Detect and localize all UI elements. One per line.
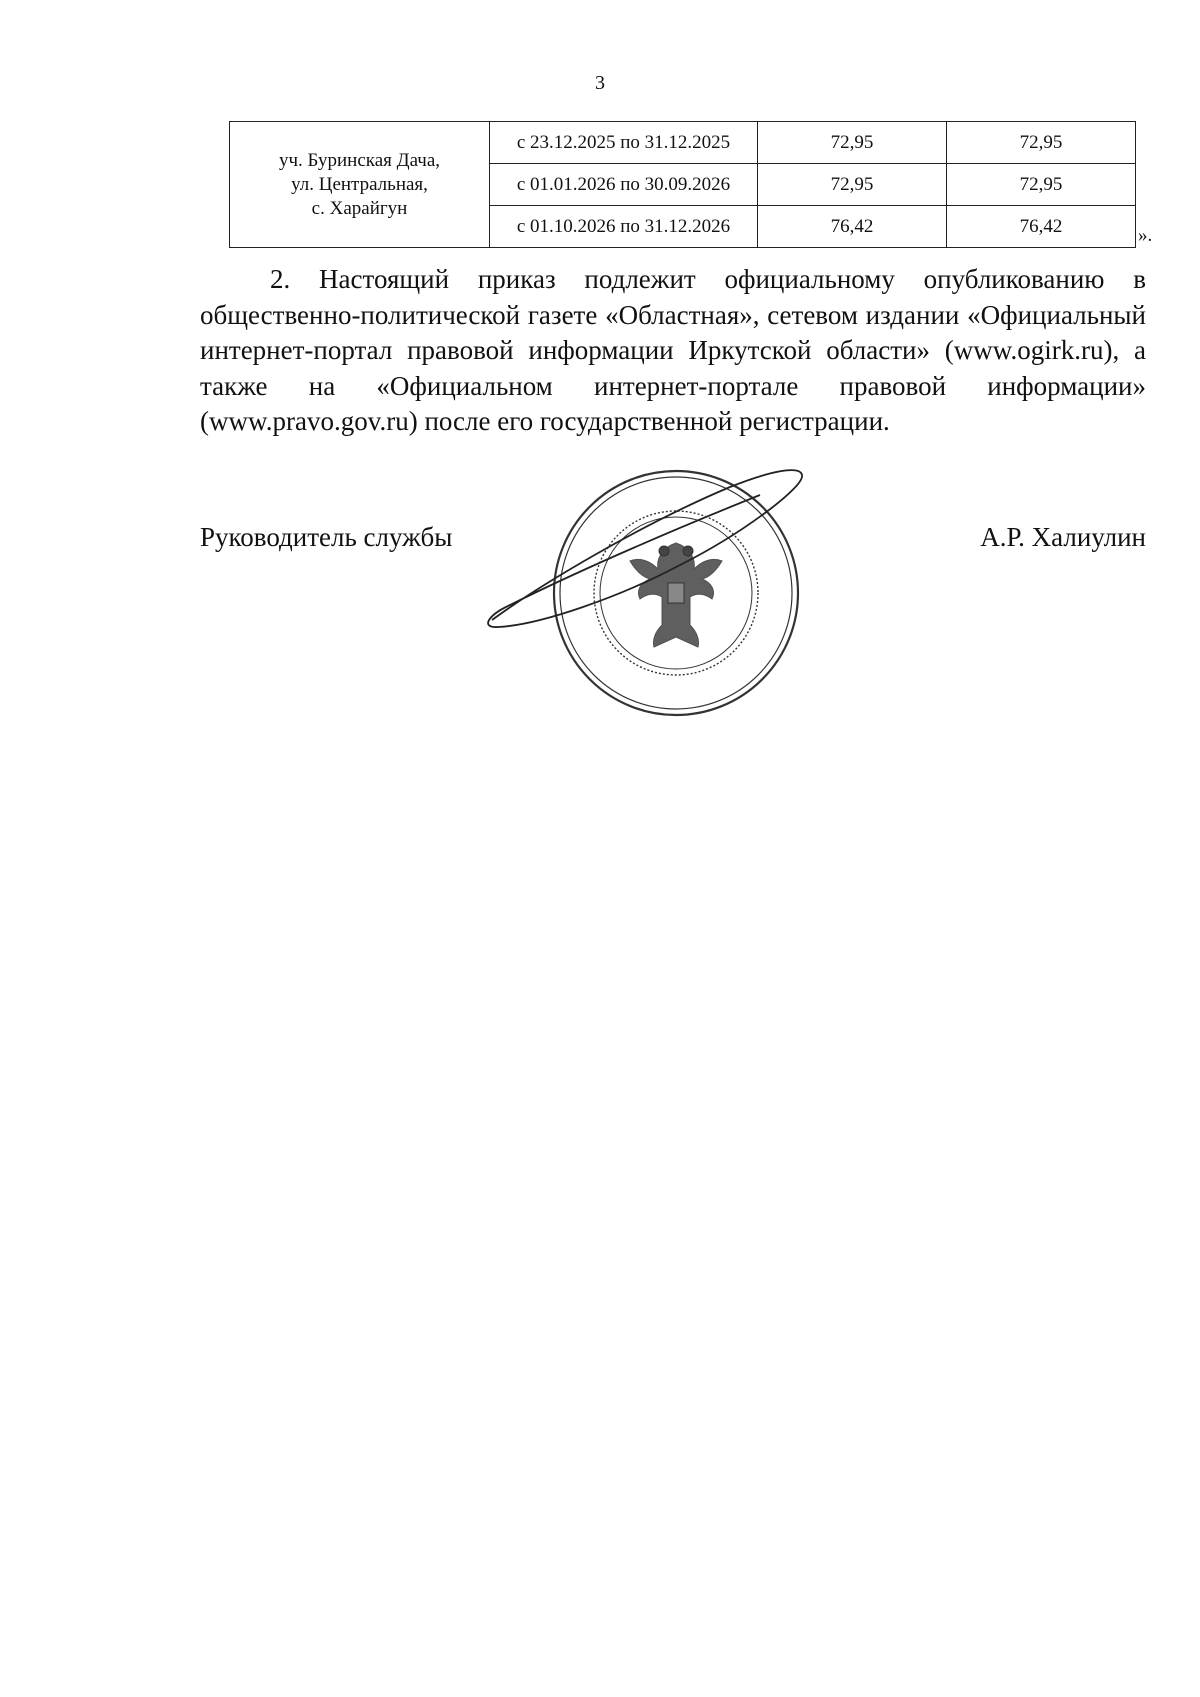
page-number: 3 <box>595 72 605 94</box>
table-row <box>230 122 1136 164</box>
closing-quote: ». <box>1138 225 1153 246</box>
paragraph-2: 2. Настоящий приказ подлежит официальному опубликованию в общественно-политической газете «Областная», сетевом издании «Официальный интернет-портал правовой информации Иркутской области» (www.ogirk.ru), а также на «Официальном интернет-портале правовой информации» (www.pravo.gov.ru) после его государственной регистрации. <box>200 264 1146 436</box>
value-cell: 72,95 <box>947 122 1136 164</box>
location-line: уч. Буринская Дача, <box>279 149 440 171</box>
value-cell: 76,42 <box>947 206 1136 248</box>
location-line: с. Харайгун <box>311 197 408 219</box>
value-cell: 72,95 <box>947 164 1136 206</box>
tariff-table <box>229 121 1136 248</box>
period-cell: с 01.10.2026 по 31.12.2026 <box>490 206 758 248</box>
location-cell <box>230 122 490 248</box>
value-cell: 76,42 <box>758 206 947 248</box>
signatory-title: Руководитель службы <box>200 522 453 552</box>
period-cell: с 01.01.2026 по 30.09.2026 <box>490 164 758 206</box>
period-cell: с 23.12.2025 по 31.12.2025 <box>490 122 758 164</box>
signatory-name: А.Р. Халиулин <box>980 522 1146 552</box>
value-cell: 72,95 <box>758 164 947 206</box>
official-seal-icon <box>480 465 840 735</box>
location-line: ул. Центральная, <box>291 173 428 195</box>
value-cell: 72,95 <box>758 122 947 164</box>
